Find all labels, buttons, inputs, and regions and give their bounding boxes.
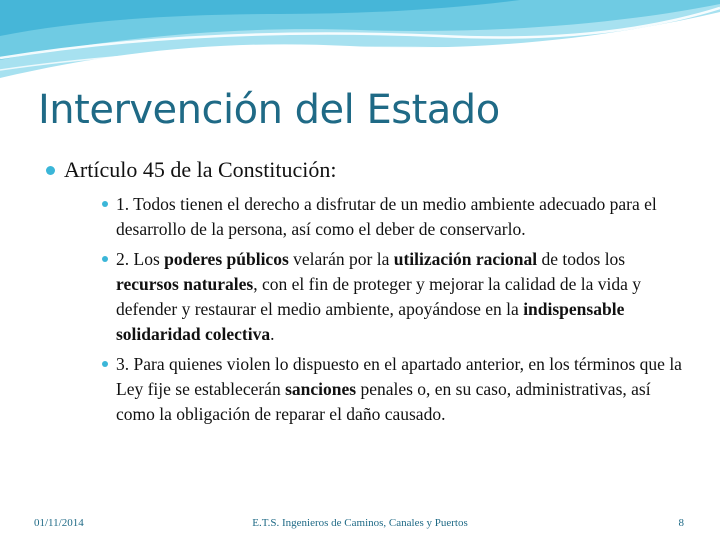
footer-date: 01/11/2014: [34, 517, 84, 529]
paragraph-text: 3. Para quienes violen lo dispuesto en el apartado anterior, en los términos que la Ley fije se establecerán: [116, 354, 682, 399]
article-paragraph-2: [102, 247, 684, 347]
footer-page-number: 8: [678, 517, 684, 529]
article-paragraph-3: [102, 352, 684, 427]
paragraph-text: penales o, en su caso, administrativas, así como la obligación de reparar el daño causado.: [116, 379, 651, 424]
paragraph-text: 1. Todos tienen el derecho a disfrutar de un medio ambiente adecuado para el desarrollo de la persona, así como el deber de conservarlo.: [116, 194, 657, 239]
bold-text: sanciones: [285, 379, 357, 399]
paragraph-text: .: [270, 324, 275, 344]
level1-bullet: Artículo 45 de la Constitución:: [44, 156, 684, 184]
paragraph-text: , con el fin de proteger y mejorar la calidad de la vida y defender y restaurar el medio ambiente, apoyándose en la: [116, 274, 641, 319]
footer-institution: E.T.S. Ingenieros de Caminos, Canales y Puertos: [252, 517, 468, 529]
slide-content: [44, 156, 684, 432]
bold-text: poderes públicos: [164, 249, 289, 269]
paragraph-text: de todos los: [537, 249, 626, 269]
bold-text: recursos naturales: [116, 274, 254, 294]
page-title: Intervención del Estado: [38, 87, 500, 133]
bold-text: utilización racional: [393, 249, 538, 269]
article-paragraph-1: [102, 192, 684, 242]
paragraph-text: velarán por la: [288, 249, 394, 269]
paragraph-text: 2. Los: [116, 249, 165, 269]
header-wave-decoration: [0, 0, 720, 90]
bold-text: indispensable solidaridad colectiva: [116, 299, 625, 344]
article-paragraph-list: [44, 192, 684, 427]
